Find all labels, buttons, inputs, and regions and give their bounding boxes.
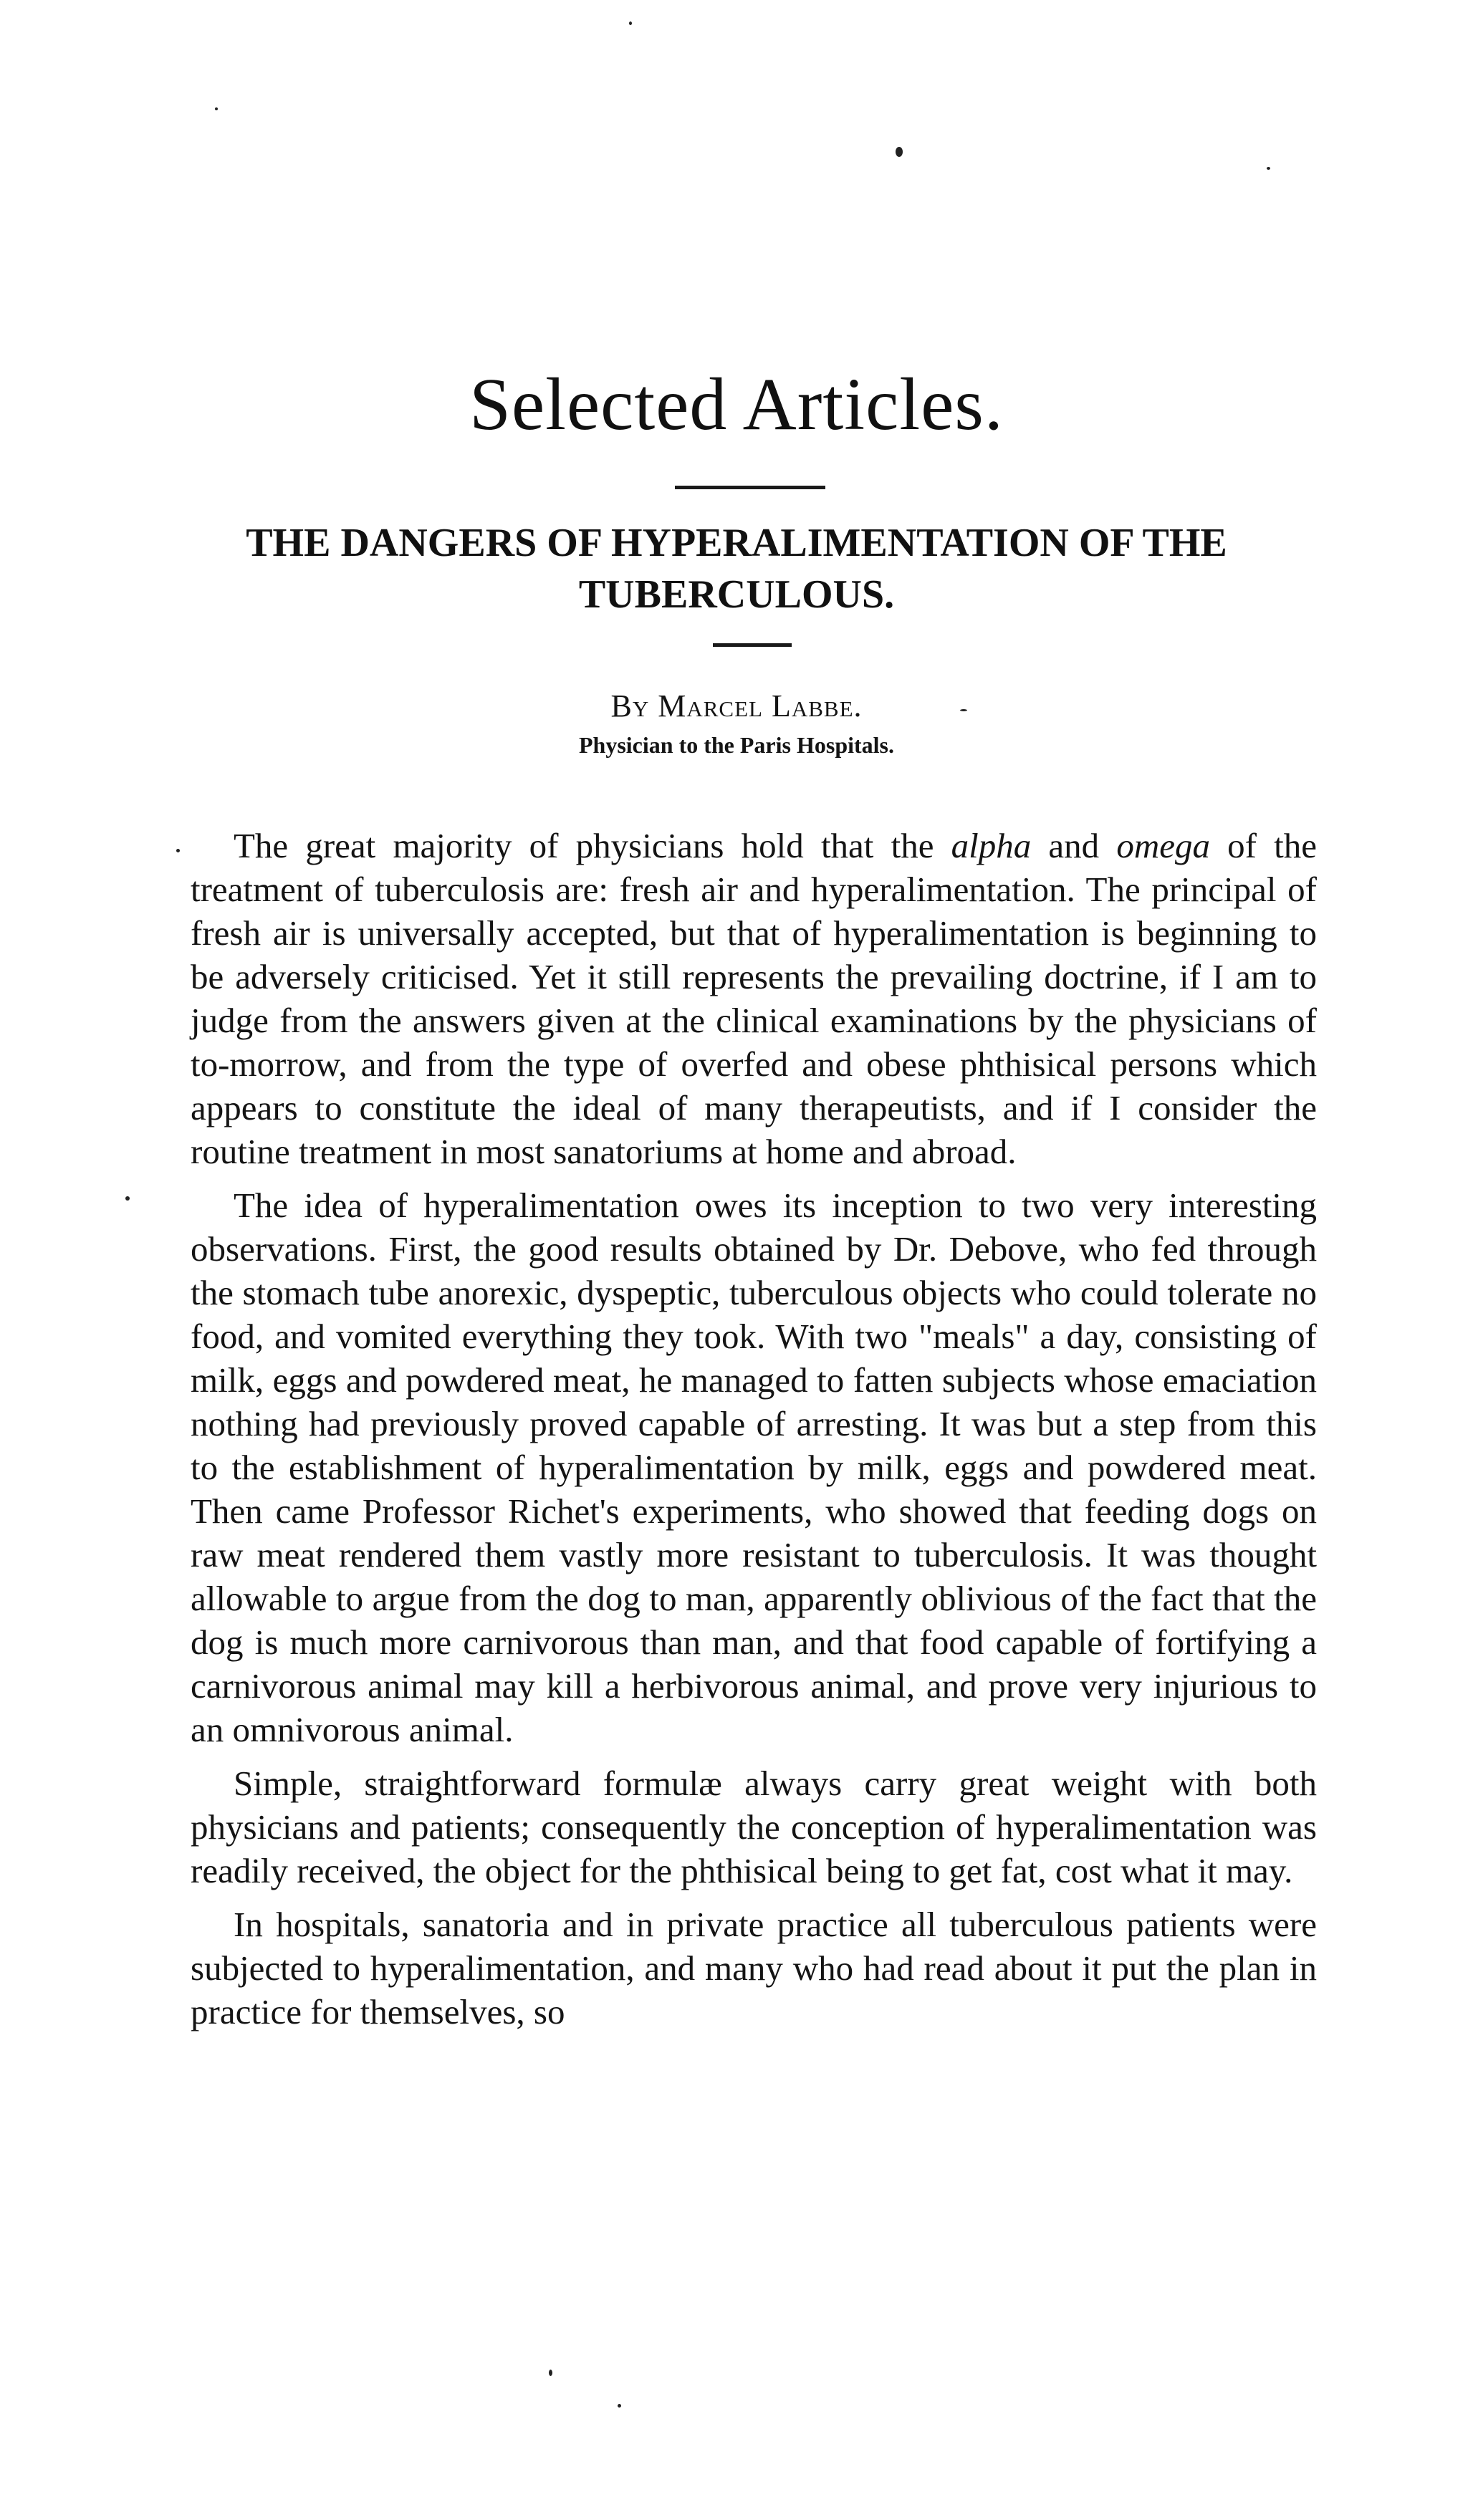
scan-speck	[176, 849, 180, 852]
emphasis-text: alpha	[951, 826, 1032, 865]
emphasis-text: omega	[1116, 826, 1210, 865]
article-title: THE DANGERS OF HYPERALIMENTATION OF THE TUBERCULOUS.	[246, 521, 1227, 617]
scan-speck	[896, 147, 903, 157]
paragraph: The idea of hyperalimentation owes its inception to two very interesting observations. First, the good results obtained by Dr. Debove, who fed through the stomach tube anorexic, dyspeptic, tuberculous objects who could tolerate no food, and vomited everything they took. With two "meals" a day, consisting of milk, eggs and powdered meat, he managed to fatten subjects whose emaciation nothing had previously proved capable of arresting. It was but a step from this to the establishment of hyperalimentation by milk, eggs and powdered meat. Then came Professor Richet's experiments, who showed that feeding dogs on raw meat rendered them vastly more resistant to tuberculosis. It was thought allowable to argue from the dog to man, apparently oblivious of the fact that the dog is much more carnivorous than man, and that food capable of fortifying a carnivorous animal may kill a herbivorous animal, and prove very injurious to an omnivorous animal.	[191, 1186, 1317, 1749]
paragraph: In hospitals, sanatoria and in private practice all tuberculous patients were subjected to hyperalimentation, and many who had read about it put the plan in practice for themselves, so	[191, 1905, 1317, 2031]
paragraph: Simple, straightforward formulæ always carry great weight with both physicians and patients; consequently the conception of hyperalimentation was readily received, the object for the phthisical being to get fat, cost what it may.	[191, 1764, 1317, 1890]
scan-speck	[125, 1196, 130, 1201]
paragraph-text: The great majority of physicians hold that the	[234, 826, 951, 865]
scan-speck	[618, 2404, 621, 2408]
article-byline: By Marcel Labbe.	[610, 688, 863, 723]
scan-speck	[629, 21, 632, 25]
scan-speck	[215, 107, 218, 110]
article-body	[191, 824, 1317, 2044]
paragraph-text: of the treatment of tuberculosis are: fresh air and hyperalimentation. The principal of fresh air is universally accepted, but that of hyperalimentation is beginning to be adversely criticised. Yet it still represents the prevailing doctrine, if I am to judge from the answers given at the clinical examinations by the physicians of to-morrow, and from the type of overfed and obese phthisical persons which appears to constitute the ideal of many therapeutists, and if I consider the routine treatment in most sanatoriums at home and abroad.	[191, 826, 1318, 1171]
scan-speck	[1267, 167, 1270, 170]
section-heading: Selected Articles.	[469, 363, 1004, 446]
scan-speck	[549, 2370, 552, 2376]
paragraph-text: and	[1031, 826, 1117, 865]
title-divider	[713, 643, 792, 647]
author-affiliation: Physician to the Paris Hospitals.	[578, 732, 894, 758]
section-divider	[675, 486, 825, 489]
paragraph	[191, 824, 1317, 1173]
